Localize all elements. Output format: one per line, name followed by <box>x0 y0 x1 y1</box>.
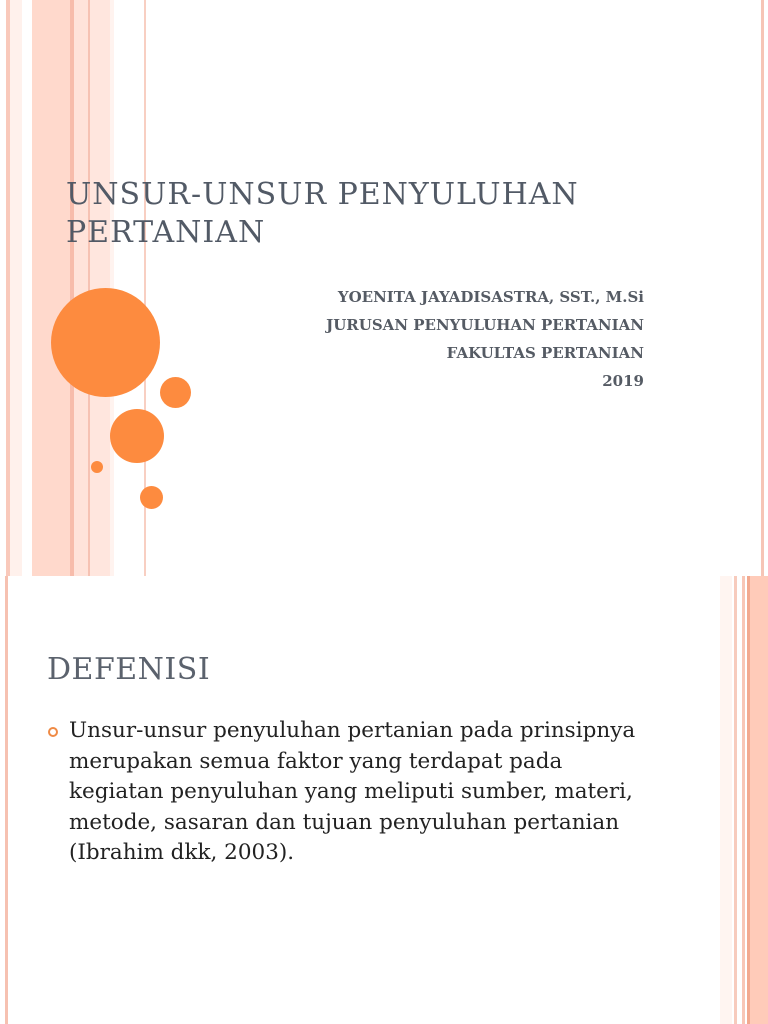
decorative-stripe <box>761 0 764 576</box>
slide-heading: DEFENISI <box>47 652 211 687</box>
faculty: FAKULTAS PERTANIAN <box>446 344 644 362</box>
decorative-stripe <box>5 576 8 1024</box>
tiny-circle-icon <box>91 461 103 473</box>
year: 2019 <box>602 372 644 390</box>
small-circle-icon <box>160 377 191 408</box>
decorative-stripe <box>734 576 737 1024</box>
medium-circle-icon <box>110 409 164 463</box>
decorative-stripe <box>742 576 745 1024</box>
decorative-stripe <box>720 576 732 1024</box>
list-item <box>46 716 636 869</box>
hollow-circle-bullet-icon <box>48 727 58 737</box>
large-circle-icon <box>51 288 160 397</box>
decorative-stripe <box>10 0 22 576</box>
author-name: YOENITA JAYADISASTRA, SST., M.Si <box>337 288 644 306</box>
small-circle-icon <box>140 486 163 509</box>
decorative-stripe <box>32 0 70 576</box>
decorative-stripe <box>74 0 88 576</box>
department: JURUSAN PENYULUHAN PERTANIAN <box>326 316 644 334</box>
slide-title: UNSUR-UNSUR PENYULUHAN PERTANIAN <box>66 177 579 250</box>
bullet-list <box>46 716 636 869</box>
decorative-stripe <box>750 576 768 1024</box>
slide-subtitle <box>326 283 644 395</box>
bullet-text: Unsur-unsur penyuluhan pertanian pada prinsipnya merupakan semua faktor yang terdapat pada kegiatan penyuluhan yang meliputi sumber, materi, metode, sasaran dan tujuan penyuluhan pertanian (Ibrahim dkk, 2003). <box>69 718 636 865</box>
